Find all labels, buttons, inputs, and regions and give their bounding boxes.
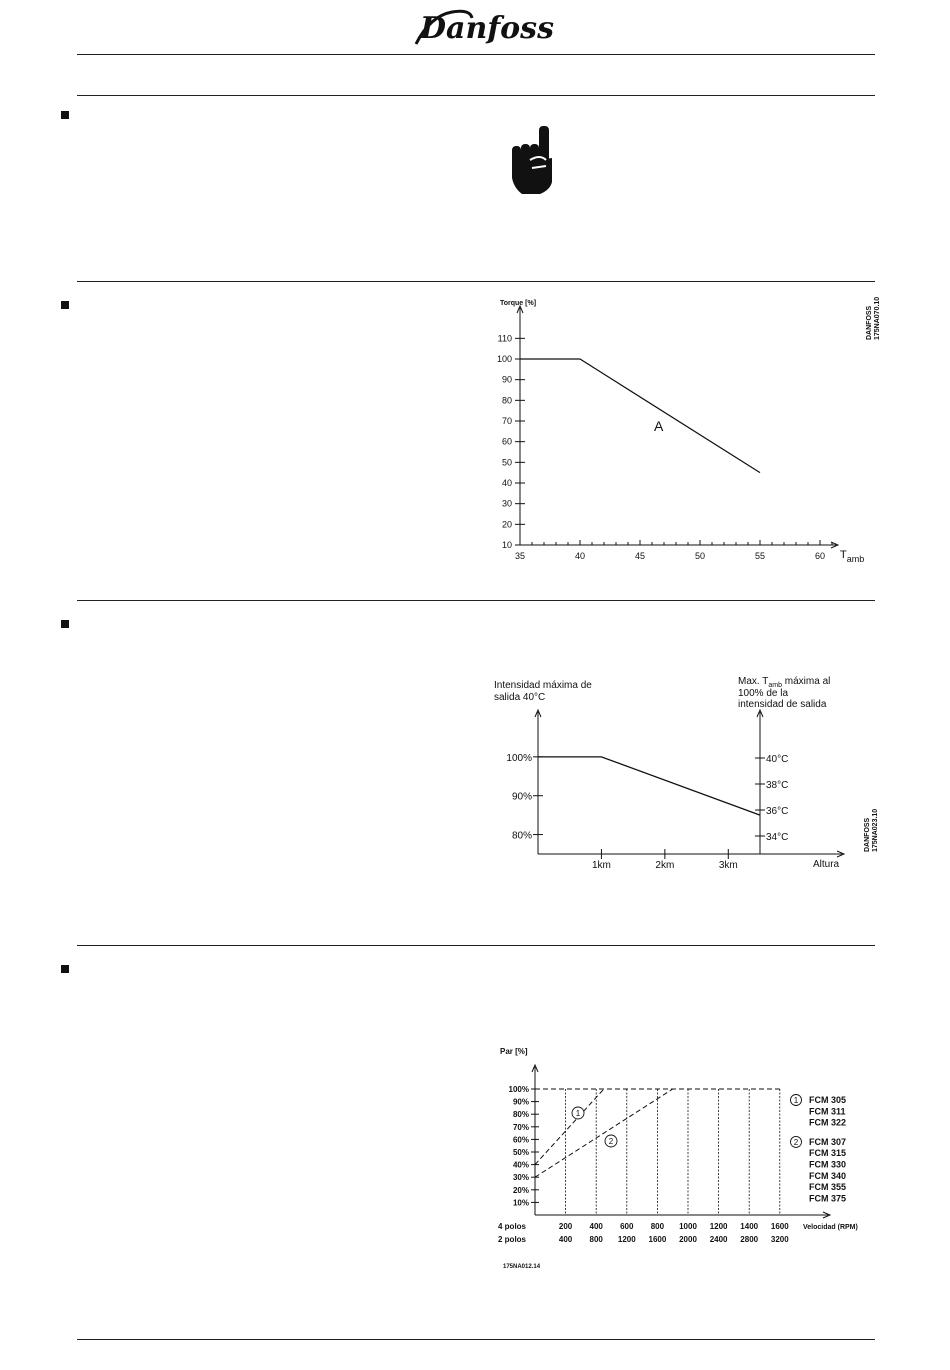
speed-legend-number: 2 bbox=[793, 1137, 799, 1147]
speed-y-tick-label: 50% bbox=[512, 1148, 529, 1157]
speed-y-tick-label: 90% bbox=[512, 1097, 529, 1107]
torque-y-tick-label: 100 bbox=[496, 354, 512, 364]
torque-y-tick-label: 70 bbox=[501, 416, 512, 426]
speed-legend-number: 1 bbox=[793, 1096, 799, 1105]
torque-x-axis-label: $T_{amb}$ bbox=[840, 549, 865, 564]
speed-legend-model: FCM 355 bbox=[809, 1182, 847, 1193]
altitude-x-tick-label: 1km bbox=[591, 860, 611, 871]
altitude-y2-tick-label: 34°C bbox=[766, 832, 789, 843]
speed-x-tick-2polos: 400 bbox=[558, 1235, 573, 1244]
speed-y-tick-label: 80% bbox=[512, 1110, 529, 1120]
altitude-chart-code: DANFOSS 175NA023.10 bbox=[864, 808, 879, 852]
speed-legend-model: FCM 307 bbox=[809, 1136, 847, 1147]
section-divider-3 bbox=[77, 600, 875, 601]
altitude-chart bbox=[480, 668, 880, 878]
altitude-right-title-line2: 100% de la bbox=[738, 688, 789, 699]
torque-y-tick-label: 10 bbox=[501, 540, 512, 550]
speed-x-tick-2polos: 2400 bbox=[709, 1235, 728, 1244]
speed-x-tick-4polos: 800 bbox=[650, 1222, 665, 1231]
speed-y-tick-label: 30% bbox=[512, 1173, 529, 1183]
speed-legend-model: FCM 340 bbox=[809, 1170, 847, 1181]
speed-legend-model: FCM 322 bbox=[809, 1117, 847, 1128]
speed-y-tick-label: 100% bbox=[508, 1085, 529, 1094]
speed-x-tick-2polos: 2000 bbox=[679, 1235, 697, 1244]
speed-legend-model: FCM 330 bbox=[809, 1159, 847, 1170]
torque-x-tick-label: 40 bbox=[574, 551, 586, 561]
torque-y-tick-label: 60 bbox=[501, 436, 512, 447]
speed-y-tick-label: 70% bbox=[512, 1122, 529, 1132]
section-divider-1 bbox=[77, 95, 875, 96]
torque-y-tick-label: 20 bbox=[501, 519, 512, 530]
speed-legend bbox=[791, 1095, 847, 1204]
altitude-left-title-line1: Intensidad máxima de bbox=[494, 680, 592, 691]
speed-chart bbox=[490, 1038, 880, 1273]
footer-rule bbox=[77, 1339, 875, 1340]
torque-x-tick-label: 35 bbox=[514, 551, 526, 561]
torque-x-tick-label: 55 bbox=[754, 551, 766, 561]
section-bullet-4 bbox=[61, 965, 69, 973]
danfoss-logo bbox=[412, 4, 554, 50]
speed-legend-model: FCM 315 bbox=[809, 1148, 847, 1159]
speed-ticks bbox=[498, 1085, 789, 1244]
speed-series-marker-label: 2 bbox=[608, 1137, 614, 1146]
torque-y-tick-label: 30 bbox=[501, 498, 512, 509]
speed-x-tick-4polos: 1400 bbox=[740, 1222, 759, 1231]
speed-legend-model: FCM 305 bbox=[809, 1095, 847, 1105]
speed-chart-code: 175NA012.14 bbox=[503, 1264, 541, 1270]
section-divider-4 bbox=[77, 945, 875, 946]
torque-x-tick-label: 50 bbox=[694, 551, 706, 561]
section-divider-2 bbox=[77, 281, 875, 282]
torque-x-tick-label: 60 bbox=[814, 551, 826, 561]
altitude-left-title-line2: salida 40°C bbox=[494, 692, 546, 703]
torque-y-tick-label: 40 bbox=[501, 478, 512, 488]
speed-x-tick-4polos: 200 bbox=[558, 1222, 573, 1231]
section-bullet-3 bbox=[61, 620, 69, 628]
speed-x-tick-4polos: 1000 bbox=[679, 1222, 697, 1231]
speed-y-tick-label: 10% bbox=[512, 1198, 529, 1208]
torque-y-tick-label: 90 bbox=[501, 374, 512, 385]
altitude-y2-tick-label: 40°C bbox=[766, 754, 789, 765]
section-bullet-2 bbox=[61, 301, 69, 309]
speed-x-tick-4polos: 1600 bbox=[770, 1222, 789, 1231]
speed-series-line-1 bbox=[535, 1089, 604, 1165]
altitude-ticks bbox=[506, 753, 788, 871]
torque-chart-code: DANFOSS 175NA070.10 bbox=[866, 296, 881, 340]
speed-x-tick-2polos: 800 bbox=[589, 1235, 603, 1244]
speed-x-tick-4polos: 400 bbox=[589, 1222, 603, 1231]
speed-y-axis-label: Par [%] bbox=[500, 1047, 528, 1056]
logo-text: Danfoss bbox=[420, 11, 554, 46]
speed-legend-model: FCM 311 bbox=[809, 1106, 846, 1117]
altitude-x-tick-label: 2km bbox=[655, 860, 675, 871]
altitude-x-axis-label: Altura bbox=[813, 859, 840, 870]
speed-x-tick-4polos: 600 bbox=[620, 1222, 634, 1231]
speed-row-label-2polos: 2 polos bbox=[498, 1235, 527, 1244]
speed-y-tick-label: 40% bbox=[512, 1160, 529, 1170]
altitude-y2-tick-label: 36°C bbox=[766, 806, 789, 817]
torque-curve-label: A bbox=[654, 418, 664, 434]
speed-y-tick-label: 60% bbox=[512, 1135, 529, 1145]
speed-x-tick-2polos: 2800 bbox=[740, 1235, 759, 1244]
torque-series-line bbox=[520, 359, 760, 473]
speed-y-tick-label: 20% bbox=[512, 1185, 529, 1195]
speed-x-tick-4polos: 1200 bbox=[709, 1222, 728, 1231]
speed-series-line-2 bbox=[535, 1089, 673, 1177]
pointing-hand-icon bbox=[506, 124, 556, 196]
speed-legend-model: FCM 375 bbox=[809, 1193, 847, 1204]
altitude-series bbox=[538, 757, 760, 815]
altitude-y-tick-label: 100% bbox=[506, 752, 532, 764]
altitude-right-title-line1: Max. $T_{amb}$ máxima al bbox=[738, 676, 831, 689]
altitude-x-tick-label: 3km bbox=[718, 860, 738, 871]
speed-series-marker-label: 1 bbox=[575, 1109, 581, 1118]
speed-row-label-4polos: 4 polos bbox=[498, 1222, 527, 1231]
altitude-y-tick-label: 80% bbox=[511, 830, 532, 842]
altitude-series-line bbox=[538, 757, 760, 815]
torque-y-tick-label: 50 bbox=[501, 457, 512, 468]
altitude-axes bbox=[535, 710, 844, 857]
altitude-y2-tick-label: 38°C bbox=[766, 780, 789, 791]
torque-axes bbox=[517, 306, 838, 548]
speed-x-tick-2polos: 3200 bbox=[770, 1235, 789, 1244]
torque-y-tick-label: 80 bbox=[501, 395, 512, 406]
altitude-right-title-line3: intensidad de salida bbox=[738, 699, 827, 710]
altitude-y-tick-label: 90% bbox=[511, 791, 532, 803]
speed-axes bbox=[532, 1065, 830, 1218]
torque-ticks bbox=[497, 333, 832, 561]
speed-x-axis-label: Velocidad (RPM) bbox=[803, 1224, 858, 1231]
speed-x-tick-2polos: 1200 bbox=[617, 1235, 636, 1244]
speed-x-tick-2polos: 1600 bbox=[648, 1235, 667, 1244]
torque-y-tick-label: 110 bbox=[497, 333, 512, 344]
section-bullet-1 bbox=[61, 111, 69, 119]
torque-x-tick-label: 45 bbox=[634, 551, 646, 561]
header-rule bbox=[77, 54, 875, 55]
torque-series bbox=[520, 359, 760, 473]
torque-y-axis-label: Torque [%] bbox=[500, 300, 537, 307]
torque-chart bbox=[480, 288, 880, 573]
